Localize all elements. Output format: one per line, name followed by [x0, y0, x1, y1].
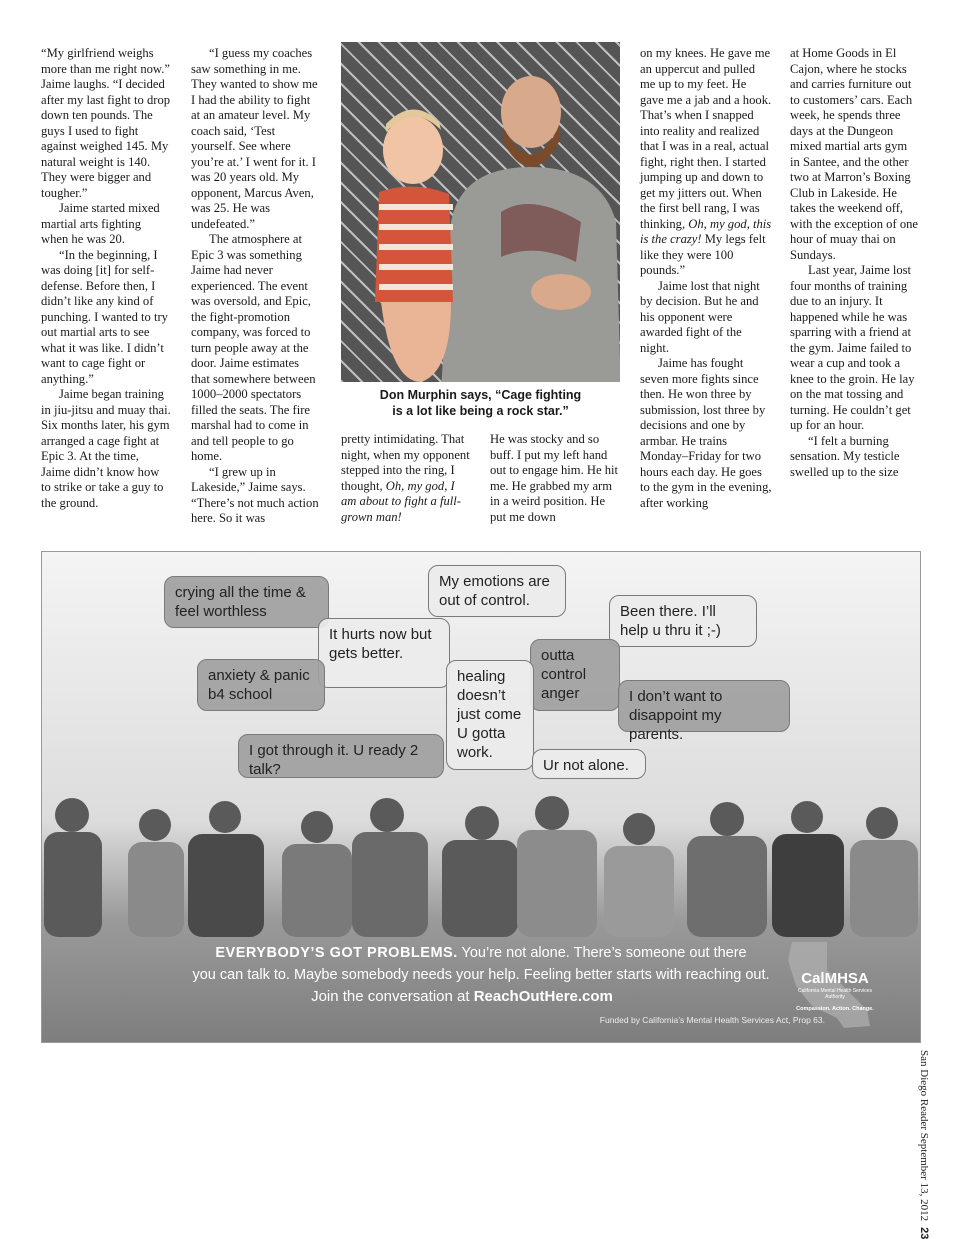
mental-health-ad	[41, 551, 921, 1043]
caption-line: Don Murphin says, “Cage fighting	[379, 388, 582, 402]
article-column-3	[341, 432, 471, 525]
paragraph: at Home Goods in El Cajon, where he stocks and carries furniture out to customers’ cars. Each week, he spends three days at the Dungeon mixed martial arts gym in Santee, and the other two at Marron’s Boxing Club in Lakeside. He takes the weekend off, with the exception of one hour of muay thai on Sundays.	[790, 46, 918, 262]
tagline-text: you can talk to. Maybe somebody needs your help. Feeling better starts with reaching out.	[192, 967, 770, 983]
paragraph: Jaime lost that night by decision. But he and his opponent were awarded fight of the night.	[640, 278, 760, 355]
article-column-1	[41, 46, 171, 511]
photo-caption	[341, 387, 620, 419]
paragraph: “My girlfriend weighs more than me right now.” Jaime laughs. “I decided after my last fight to drop down ten pounds. The guys I used to fight against weighed 145. My natural weight is 140. They were bigger and tougher.”	[41, 46, 171, 200]
tagline-emphasis: EVERYBODY’S GOT PROBLEMS.	[215, 945, 458, 961]
paragraph: “I guess my coaches saw something in me. They wanted to show me I had the ability to fight at an amateur level. My coach said, ‘Test yourself. See where you’re at.’ I went for it. I was 20 years old. My opponent, Marcus Aven, was 25. He was undefeated.”	[191, 46, 318, 231]
paragraph: “In the beginning, I was doing [it] for self-defense. Before then, I didn’t like any kind of punching. I wanted to try out martial arts to see what it was like. I didn’t want to cage fight or anything.”	[41, 247, 168, 386]
paragraph: Jaime has fought seven more fights since then. He won three by submission, lost three by decisions and one by armbar. He trains Monday–Friday for two hours each day. He goes to the gym in the evening, after working	[640, 356, 772, 510]
paragraph: Last year, Jaime lost four months of training due to an injury. It happened while he was sparring with a friend at the gym. Jaime failed to wear a cup and took a knee to the groin. He lay on the mat tossing and turning. He couldn’t get up for an hour.	[790, 263, 915, 432]
speech-bubble: crying all the time & feel worthless	[164, 576, 329, 628]
article-column-4	[490, 432, 620, 525]
article-column-5	[640, 46, 772, 511]
baby-illustration	[361, 102, 471, 382]
italic-run: Oh, my god, I am about to fight a full-grown man!	[341, 478, 461, 524]
article-photo	[341, 42, 620, 382]
paragraph: “I grew up in Lakeside,” Jaime says. “There’s not much action here. So it was	[191, 464, 319, 525]
paragraph: The atmosphere at Epic 3 was something Jaime had never experienced. The event was oversold, and Epic, the fight-promotion company, was forced to turn people away at the door. Jaime estimates that somewhere between 1000–2000 spectators filled the seats. The fire marshal had to come in and tell people to go home.	[191, 232, 316, 463]
page-number: 23	[918, 1227, 930, 1239]
paragraph: He was stocky and so buff. I put my left hand out to engage him. He hit me. He grabbed my arm in a weird position. He put me down	[490, 432, 619, 524]
speech-bubble: I got through it. U ready 2 talk?	[238, 734, 444, 778]
logo-subtitle: California Mental Health Services Authority	[798, 988, 872, 1000]
page-folio	[918, 1050, 930, 1239]
funding-note: Funded by California’s Mental Health Services Act, Prop 63.	[599, 1015, 825, 1025]
reachouthere-link[interactable]: ReachOutHere.com	[473, 988, 613, 1005]
paragraph: Jaime started mixed martial arts fighting when he was 20.	[41, 201, 160, 246]
text-run: pretty intimidating. That night, when my opponent stepped into the ring, I thought,	[341, 432, 470, 493]
text-run: My legs felt like they were 100 pounds.”	[640, 232, 766, 277]
join-line	[42, 988, 882, 1005]
caption-line: is a lot like being a rock star.”	[392, 404, 569, 418]
speech-bubble: Been there. I’ll help u thru it ;-)	[609, 595, 757, 647]
tagline-text: You’re not alone. There’s someone out there	[457, 945, 747, 961]
speech-bubble: Ur not alone.	[532, 749, 646, 779]
paragraph: Jaime began training in jiu-jitsu and muay thai. Six months later, his gym arranged a cage fight at Epic 3. At the time, Jaime didn’t know how to strike or take a guy to the ground.	[41, 387, 171, 510]
article-column-6	[790, 46, 920, 480]
speech-bubble: It hurts now but gets better.	[318, 618, 450, 688]
logo-motto: Compassion. Action. Change.	[796, 1006, 874, 1012]
speech-bubble: healing doesn’t just come U gotta work.	[446, 660, 534, 770]
paragraph	[341, 432, 471, 525]
article-column-2	[191, 46, 321, 527]
group-of-teens-illustration	[42, 787, 920, 937]
speech-bubble: I don’t want to disappoint my parents.	[618, 680, 790, 732]
speech-bubble: anxiety & panic b4 school	[197, 659, 325, 711]
paragraph: “I felt a burning sensation. My testicle swelled up to the size	[790, 433, 900, 479]
join-text: Join the conversation at	[311, 988, 474, 1005]
italic-run: Oh, my god, this is the crazy!	[640, 216, 772, 246]
speech-bubble: My emotions are out of control.	[428, 565, 566, 617]
speech-bubble: outta control anger	[530, 639, 620, 711]
ad-tagline	[42, 942, 920, 986]
text-run: on my knees. He gave me an uppercut and pulled me up to my feet. He gave me a jab and a hook. That’s when I snapped into reality and realized that I was in a real, actual fight, right then. I started jumping up and down to get my jitters out. When the first bell rang, I was thinking,	[640, 46, 772, 231]
logo-name: CalMHSA	[801, 970, 869, 987]
paragraph	[640, 46, 772, 279]
folio-text: San Diego Reader September 13, 2012	[918, 1050, 930, 1222]
